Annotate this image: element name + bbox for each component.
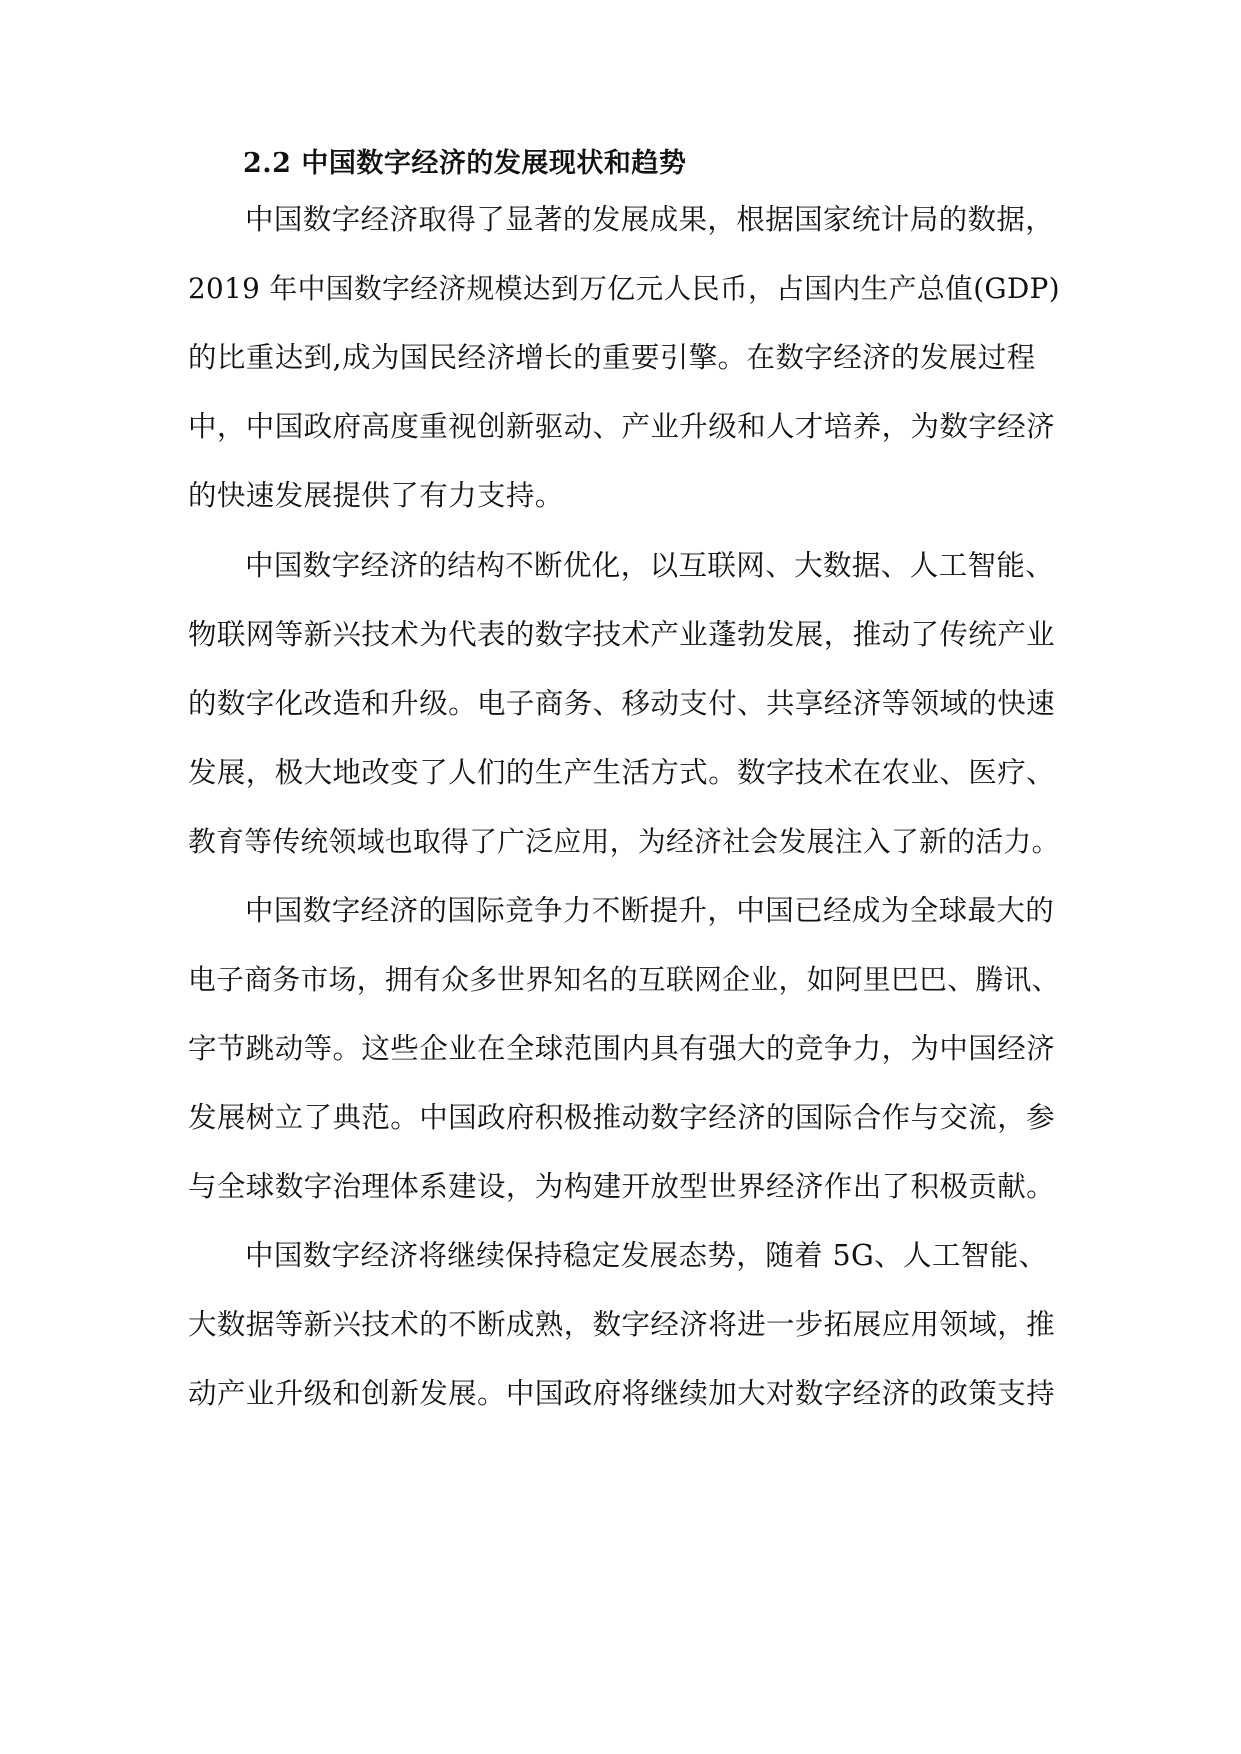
paragraph-3-line-1: 中国数字经济的国际竞争力不断提升，中国已经成为全球最大的 xyxy=(245,894,1055,927)
paragraph-3-line-4: 发展树立了典范。中国政府积极推动数字经济的国际合作与交流，参 xyxy=(188,1101,1056,1134)
paragraph-4-line-2: 大数据等新兴技术的不断成熟，数字经济将进一步拓展应用领域，推 xyxy=(188,1308,1056,1341)
paragraph-2-line-2: 物联网等新兴技术为代表的数字技术产业蓬勃发展，推动了传统产业 xyxy=(188,618,1056,651)
paragraph-1-line-3: 的比重达到,成为国民经济增长的重要引擎。在数字经济的发展过程 xyxy=(188,341,1036,374)
paragraph-3-line-2: 电子商务市场，拥有众多世界知名的互联网企业，如阿里巴巴、腾讯、 xyxy=(188,963,1060,996)
paragraph-1-line-1: 中国数字经济取得了显著的发展成果，根据国家统计局的数据， xyxy=(245,203,1055,236)
paragraph-1-line-2: 2019 年中国数字经济规模达到万亿元人民币，占国内生产总值(GDP) xyxy=(188,272,1060,305)
paragraph-2-line-4: 发展，极大地改变了人们的生产生活方式。数字技术在农业、医疗、 xyxy=(188,756,1056,789)
paragraph-1-line-5: 的快速发展提供了有力支持。 xyxy=(188,479,564,512)
paragraph-2-line-3: 的数字化改造和升级。电子商务、移动支付、共享经济等领域的快速 xyxy=(188,687,1056,720)
paragraph-1-line-4: 中，中国政府高度重视创新驱动、产业升级和人才培养，为数字经济 xyxy=(188,410,1056,443)
paragraph-4-line-1: 中国数字经济将继续保持稳定发展态势，随着 5G、人工智能、 xyxy=(245,1239,1048,1272)
paragraph-4-line-3: 动产业升级和创新发展。中国政府将继续加大对数字经济的政策支持 xyxy=(188,1377,1056,1410)
paragraph-2-line-5: 教育等传统领域也取得了广泛应用，为经济社会发展注入了新的活力。 xyxy=(188,825,1060,858)
paragraph-3-line-3: 字节跳动等。这些企业在全球范围内具有强大的竞争力，为中国经济 xyxy=(188,1032,1056,1065)
section-heading: 2.2 中国数字经济的发展现状和趋势 xyxy=(243,148,687,179)
paragraph-2-line-1: 中国数字经济的结构不断优化，以互联网、大数据、人工智能、 xyxy=(245,549,1055,582)
paragraph-3-line-5: 与全球数字治理体系建设，为构建开放型世界经济作出了积极贡献。 xyxy=(188,1170,1056,1203)
